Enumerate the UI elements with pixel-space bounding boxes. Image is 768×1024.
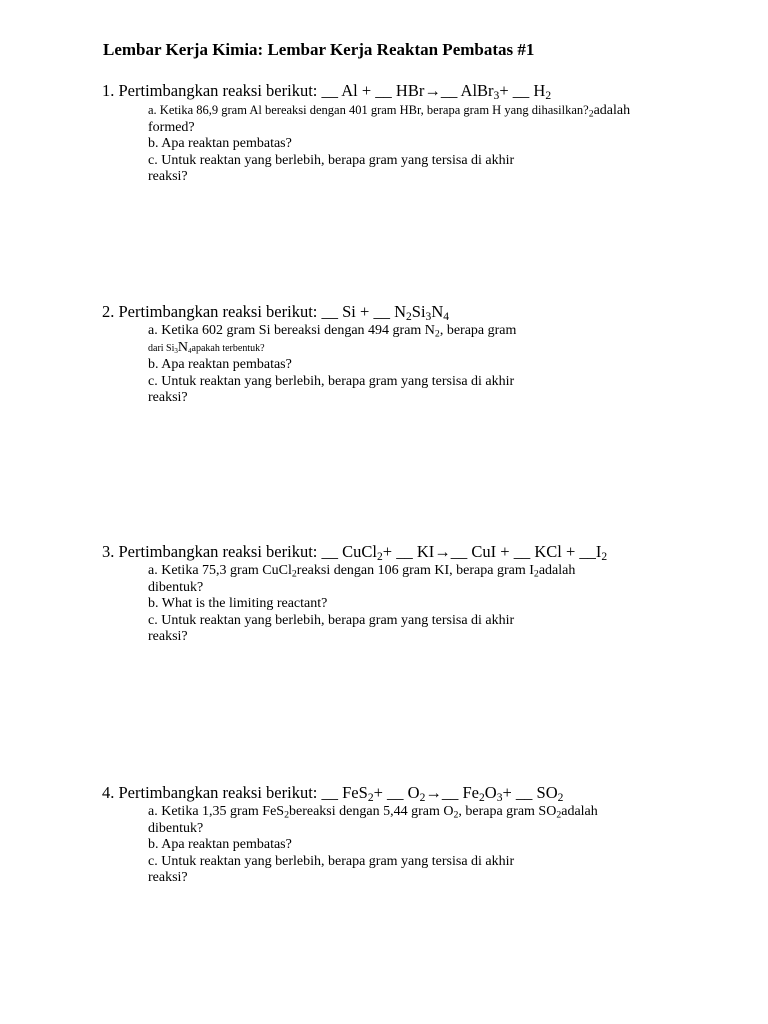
question-2 bbox=[102, 301, 702, 407]
question-2-part-a: a. Ketika 602 gram Si bereaksi dengan 494 gram $N_2$, berapa gram bbox=[148, 323, 517, 340]
question-3-part-a-cont: dibentuk? bbox=[148, 579, 204, 595]
equation-4: __ FeS$_2$+ __ $O_2\to\_\_$ $Fe_2O_3+$ __ $SO_2$ bbox=[321, 783, 564, 804]
question-1-part-a: a. Ketika 86,9 gram Al bereaksi dengan 401 gram HBr, berapa gram H yang $dihasilkan?_2adalah$ bbox=[148, 103, 631, 120]
question-4-part-c-cont: reaksi? bbox=[148, 870, 188, 885]
question-2-part-b: b. Apa reaktan pembatas? bbox=[148, 357, 292, 372]
question-4-part-a: a. Ketika 1,35 gram FeS$_2$bereaksi dengan 5,44 gram $O_2$, berapa gram $SO_2adalah$ bbox=[148, 804, 598, 821]
question-4-part-b: b. Apa reaktan pembatas? bbox=[148, 837, 292, 852]
page-title: Lembar Kerja Kimia: Lembar Kerja Reaktan Pembatas #1 bbox=[103, 40, 535, 59]
question-2-part-c: c. Untuk reaktan yang berlebih, berapa gram yang tersisa di akhir bbox=[148, 373, 515, 389]
question-4-part-a-cont: dibentuk? bbox=[148, 820, 204, 836]
question-1 bbox=[102, 80, 702, 186]
question-4-part-c: c. Untuk reaktan yang berlebih, berapa gram yang tersisa di akhir bbox=[148, 853, 515, 869]
question-1-part-a-cont: formed? bbox=[148, 119, 195, 135]
question-1-heading: 1. Pertimbangkan reaksi berikut: __ Al + __ HBr→__ AlBr$_3$+ __ $H_2$ bbox=[102, 81, 552, 102]
question-2-heading: 2. Pertimbangkan reaksi berikut: __ Si + __ $N_2Si_3N_4$ bbox=[102, 302, 450, 323]
question-3-part-b: b. What is the limiting reactant? bbox=[148, 596, 328, 611]
question-1-part-c: c. Untuk reaktan yang berlebih, berapa gram yang tersisa di akhir bbox=[148, 152, 515, 168]
question-3-part-a: a. Ketika 75,3 gram CuCl$_2$reaksi dengan 106 gram KI, berapa gram $I_2adalah$ bbox=[148, 563, 576, 580]
equation-1: __ Al + __ HBr→__ AlBr$_3$+ __ $H_2$ bbox=[321, 81, 552, 102]
question-1-part-c-cont: reaksi? bbox=[148, 169, 188, 184]
question-2-part-c-cont: reaksi? bbox=[148, 390, 188, 405]
equation-2: __ Si + __ $N_2Si_3N_4$ bbox=[321, 302, 450, 323]
question-3 bbox=[102, 541, 702, 646]
equation-3: __ CuCl$_2$+ __ KI→__ CuI + __ KCl + $\_\_I_2$ bbox=[321, 542, 608, 563]
question-4-heading: 4. Pertimbangkan reaksi berikut: __ FeS$_2$+ __ $O_2\to\_\_$ $Fe_2O_3+$ __ $SO_2$ bbox=[102, 783, 564, 804]
question-4 bbox=[102, 782, 702, 887]
question-2-part-a-cont: dari $Si_3N_4apakah$ terbentuk? bbox=[148, 339, 265, 355]
question-1-part-b: b. Apa reaktan pembatas? bbox=[148, 136, 292, 151]
question-3-heading: 3. Pertimbangkan reaksi berikut: __ CuCl$_2$+ __ KI→__ CuI + __ KCl + $\_\_I_2$ bbox=[102, 542, 608, 563]
question-3-part-c: c. Untuk reaktan yang berlebih, berapa gram yang tersisa di akhir bbox=[148, 612, 515, 628]
question-3-part-c-cont: reaksi? bbox=[148, 629, 188, 644]
